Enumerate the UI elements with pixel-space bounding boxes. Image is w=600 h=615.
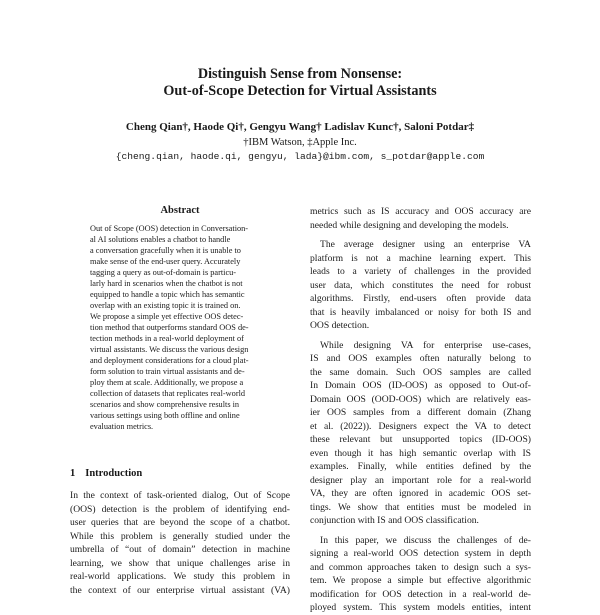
text-line: In this paper, we discuss the challenges of de- (320, 534, 531, 546)
text-line: While this problem is generally studied under the (70, 530, 290, 542)
author-list: Cheng Qian†, Haode Qi†, Gengyu Wang† Ladislav Kunc†, Saloni Potdar‡ (125, 121, 475, 133)
text-line: ployed system. This system models entities, intent (310, 602, 531, 613)
text-line: a conversation gracefully when it is unable to (90, 246, 241, 255)
title-line-2: Out-of-Scope Detection for Virtual Assistants (163, 83, 437, 99)
text-line: metrics such as IS accuracy and OOS accuracy are (310, 206, 531, 217)
text-line: IS and OOS examples often naturally belong to (310, 353, 531, 364)
text-line: and deployment considerations for a cloud plat- (90, 356, 249, 365)
text-line: user queries that are beyond the scope of a chatbot. (70, 517, 290, 528)
paragraph (310, 238, 531, 333)
text-line: various settings using both offline and online (90, 411, 240, 420)
paper-title (0, 66, 600, 100)
text-line: umbrella of “out of domain” detection in machine (70, 544, 290, 555)
text-line: overlap with an existing topic it is trained on. (90, 301, 241, 310)
text-line: modification for OOS detection in a real-world de- (310, 588, 531, 600)
paragraph (310, 534, 531, 615)
text-line: equipped to handle a topic which has semantic (90, 290, 245, 299)
text-line: VA, they are often ignored in academic OOS set- (310, 488, 531, 499)
text-line: OOS detection. (310, 320, 370, 331)
text-line: designer play an important role for a real-world (310, 474, 531, 486)
paragraph (310, 205, 531, 232)
text-line: ploy them at scale. Additionally, we propose a (90, 378, 244, 387)
text-line: tem. We propose a simple but effective algorithmic (310, 575, 531, 586)
text-line: In the context of task-oriented dialog, Out of Scope (70, 490, 290, 501)
section-number: 1 (70, 468, 76, 479)
text-line: user data, which constitutes the need for robust (310, 279, 531, 291)
text-line: Out of Scope (OOS) detection in Conversation- (90, 224, 249, 233)
text-line: tagging a query as out-of-domain is particu- (90, 268, 237, 277)
text-line: virtual assistants. We discuss the various design (90, 345, 249, 354)
paragraph (310, 339, 531, 528)
text-line: that is heavily imbalanced or noisy for both IS and (310, 306, 531, 318)
text-line: learning, we show that unique challenges arise in (70, 557, 290, 569)
text-line: tion method that outperforms standard OOS de- (90, 323, 249, 332)
text-line: et al. (2022)). Designers expect the VA to detect (310, 420, 531, 432)
text-line: leads to a variety of challenges in the provided (310, 266, 531, 277)
text-line: make sense of the end-user query. Accurately (90, 257, 241, 266)
text-line: evaluation metrics. (90, 422, 154, 431)
text-line: real-world applications. We study this problem in (70, 571, 290, 582)
text-line: collection of datasets that replicates real-world (90, 389, 246, 398)
abstract-heading: Abstract (160, 205, 200, 216)
text-line: In Domain OOS (ID-OOS) as opposed to Out-of- (310, 380, 531, 391)
text-line: and common approaches taken to design such a sys- (310, 561, 531, 573)
text-line: these relevant but unsupported topics (ID-OOS) (310, 434, 531, 445)
text-line: even though it has high semantic overlap with IS (310, 447, 531, 459)
text-line: examples. Finally, while entities defined by the (310, 461, 531, 472)
text-line: larly hard in scenarios when the chatbot is not (90, 279, 243, 288)
section-heading-introduction (70, 468, 142, 479)
text-line: tection methods in a real-world deployment of (90, 334, 244, 343)
right-column-body (310, 205, 531, 615)
text-line: platform is not a machine learning expert. This (310, 252, 531, 264)
text-line: While designing VA for enterprise use-cases, (320, 339, 531, 351)
affiliations: †IBM Watson, ‡Apple Inc. (243, 137, 357, 148)
text-line: signing a real-world OOS detection system in depth (310, 548, 531, 559)
introduction-body (70, 489, 290, 597)
text-line: ier OOS samples from a different domain (Zhang (310, 407, 531, 418)
text-line: tings. We show that entities must be modeled in (310, 501, 531, 513)
text-line: algorithms. Firstly, end-users often provide data (310, 293, 531, 304)
text-line: Domain OOS (OOD-OOS) which are relatively eas- (310, 393, 531, 405)
text-line: needed while designing and developing the models. (310, 219, 509, 231)
abstract-body (90, 223, 270, 432)
text-line: al AI solutions enables a chatbot to handle (90, 235, 231, 244)
title-line-1: Distinguish Sense from Nonsense: (197, 66, 403, 82)
text-line: (OOS) detection is the problem of identifying end- (70, 503, 290, 515)
text-line: conjunction with IS and OOS classification. (310, 515, 479, 526)
text-line: We propose a simple yet effective OOS detec- (90, 312, 244, 321)
section-title: Introduction (85, 468, 143, 479)
text-line: scenarios and show comprehensive results in (90, 400, 240, 409)
text-line: form solution to train virtual assistants and de- (90, 367, 245, 376)
author-emails: {cheng.qian, haode.qi, gengyu, lada}@ibm.com, s_potdar@apple.com (115, 151, 485, 162)
text-line: The average designer using an enterprise VA (320, 239, 531, 250)
text-line: the same domain. Such OOS samples are called (310, 366, 531, 378)
text-line: the context of our enterprise virtual assistant (VA) (70, 584, 290, 596)
